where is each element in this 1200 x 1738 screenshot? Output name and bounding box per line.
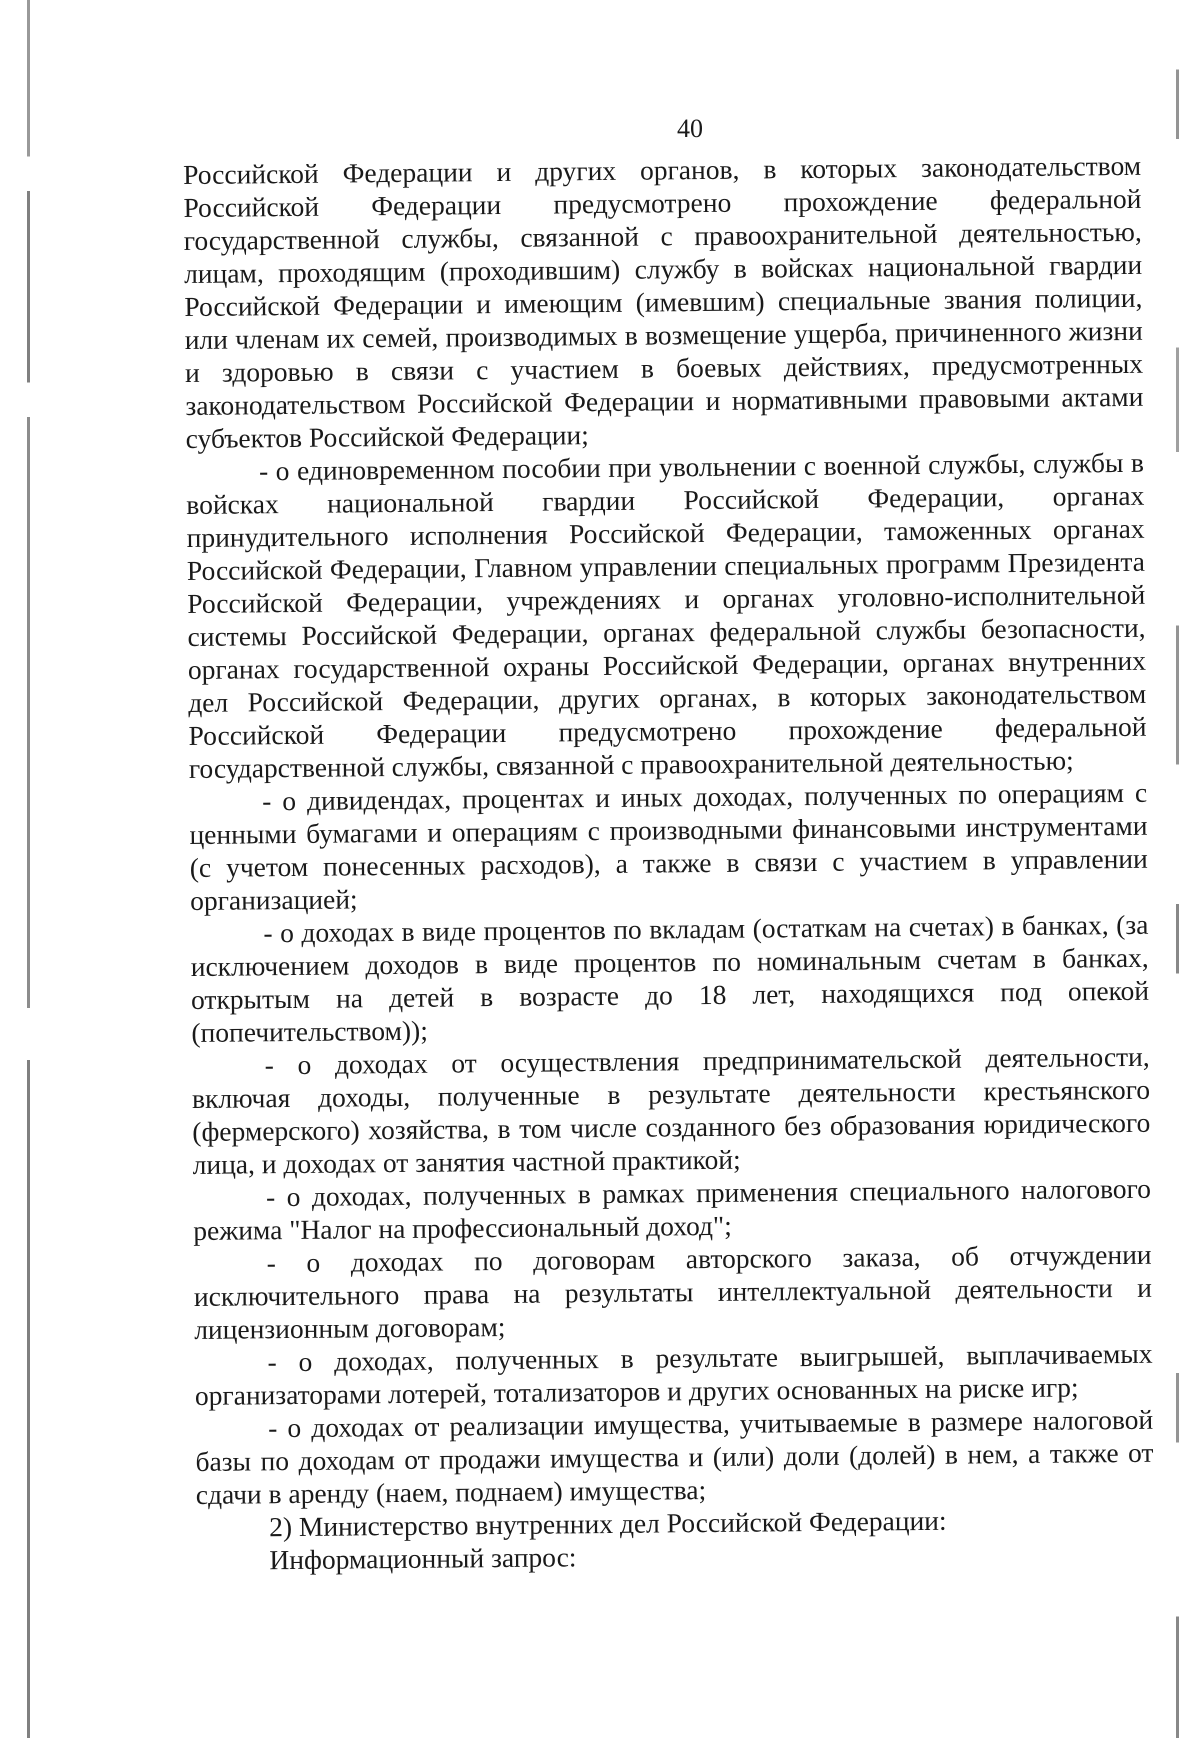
paragraph-ministry-internal-affairs: 2) Министерство внутренних дел Российской Федерации: [268, 1504, 947, 1543]
paragraph-lottery-winnings: - о доходах, полученных в результате выигрышей, выплачиваемых организаторами лотерей, тотализаторов и других основанных на риске игр; [194, 1337, 1153, 1411]
paragraph-deposit-interest: - о доходах в виде процентов по вкладам (остаткам на счетах) в банках, (за исключением доходов в виде процентов по номинальным счетам в банках, открытым на детей в возрасте до 18 лет, находящихся под опекой (попечительством)); [190, 908, 1150, 1048]
paragraph-dividends: - о дивидендах, процентах и иных доходах, полученных по операциям с ценными бумагами и операциям с производными финансовыми инструментами (с учетом понесенных расходов), а также в связи с участием в управлении организацией; [189, 776, 1148, 916]
paragraph-property-sale: - о доходах от реализации имущества, учитываемые в размере налоговой базы по доходам от продажи имущества и (или) доли (долей) в нем, а также от сдачи в аренду (наем, поднаем) имущества; [195, 1403, 1154, 1510]
scan-right-edge [1176, 0, 1179, 1738]
paragraph-lump-sum-allowance: - о единовременном пособии при увольнении с военной службы, службы в войсках национальной гвардии Российской Федерации, органах принудительного исполнения Российской Федерации, таможенных органах Российской Федерации, Главном управлении специальных программ Президента Российской Федерации, учреждениях и органах уголовно-исполнительной системы Российской Федерации, органах федеральной службы безопасности, органах государственной охраны Российской Федерации, органах внутренних дел Российской Федерации, других органах, в которых законодательством Российской Федерации предусмотрено прохождение федеральной государственной службы, связанной с правоохранительной деятельностью; [186, 446, 1147, 784]
paragraph-continued: Российской Федерации и других органов, в которых законодательством Российской Федерации предусмотрено прохождение федеральной государственной службы, связанной с правоохранительной деятельностью, лицам, проходящим (проходившим) службу в войсках национальной гвардии Российской Федерации и имеющим (имевшим) специальные звания полиции, или членам их семей, производимых в возмещение ущерба, причиненного жизни и здоровью в связи с участием в боевых действиях, предусмотренных законодательством Российской Федерации и нормативными правовыми актами субъектов Российской Федерации; [183, 149, 1144, 454]
paragraph-copyright-contracts: - о доходах по договорам авторского заказа, об отчуждении исключительного права на результаты интеллектуальной деятельности и лицензионным договорам; [193, 1238, 1153, 1345]
paragraph-information-request: Информационный запрос: [269, 1541, 577, 1576]
scan-left-edge [27, 0, 30, 1738]
paragraph-business-income: - о доходах от осуществления предпринимательской деятельности, включая доходы, полученные в результате деятельности крестьянского (фермерского) хозяйства, в том числе созданного без образования юридического лица, и доходах от занятия частной практикой; [191, 1040, 1151, 1180]
paragraph-professional-income-tax: - о доходах, полученных в рамках применения специального налогового режима "Налог на профессиональный доход"; [193, 1172, 1152, 1246]
document-body [183, 149, 1155, 1577]
page-number: 40 [677, 114, 703, 143]
